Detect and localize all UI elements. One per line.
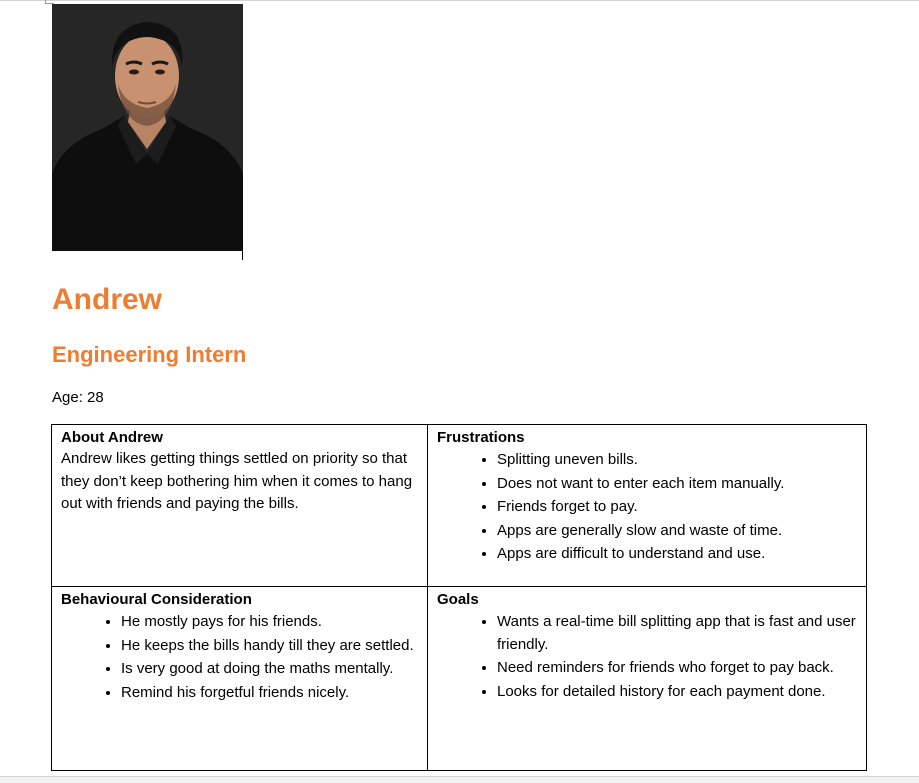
goals-title: Goals xyxy=(437,591,479,608)
frustrations-title: Frustrations xyxy=(437,429,525,446)
list-item: • He keeps the bills handy till they are settled. xyxy=(121,634,418,658)
persona-name: Andrew xyxy=(52,283,163,316)
about-text: Andrew likes getting things settled on priority so that they don’t keep bothering him when it comes to hang out with friends and paying the bills. xyxy=(61,450,413,512)
list-item: • Splitting uneven bills. xyxy=(497,448,857,472)
behaviour-cell[interactable] xyxy=(52,587,428,771)
behaviour-list xyxy=(61,610,418,704)
document-top-edge xyxy=(0,0,919,1)
list-item: • Does not want to enter each item manually. xyxy=(497,472,857,496)
goals-cell[interactable] xyxy=(428,587,867,771)
list-item: • Looks for detailed history for each payment done. xyxy=(497,680,857,704)
list-item: • Wants a real-time bill splitting app that is fast and user friendly. xyxy=(497,610,857,656)
list-item: • Need reminders for friends who forget to pay back. xyxy=(497,656,857,680)
list-item: • Friends forget to pay. xyxy=(497,495,857,519)
image-resize-handle[interactable] xyxy=(242,242,243,260)
table-row xyxy=(52,587,867,771)
persona-table xyxy=(51,424,867,771)
list-item: • Apps are generally slow and waste of time. xyxy=(497,519,857,543)
list-item: • Is very good at doing the maths mentally. xyxy=(121,657,418,681)
persona-age: Age: 28 xyxy=(52,389,104,406)
list-item: • Remind his forgetful friends nicely. xyxy=(121,681,418,705)
about-cell[interactable] xyxy=(52,425,428,587)
list-item: • Apps are difficult to understand and use. xyxy=(497,542,857,566)
frustrations-cell[interactable] xyxy=(428,425,867,587)
table-row xyxy=(52,425,867,587)
list-item: • He mostly pays for his friends. xyxy=(121,610,418,634)
about-title: About Andrew xyxy=(61,429,163,446)
goals-list xyxy=(437,610,857,703)
persona-photo[interactable] xyxy=(52,4,243,251)
behaviour-title: Behavioural Consideration xyxy=(61,591,252,608)
frustrations-list xyxy=(437,448,857,566)
persona-role: Engineering Intern xyxy=(52,342,247,367)
